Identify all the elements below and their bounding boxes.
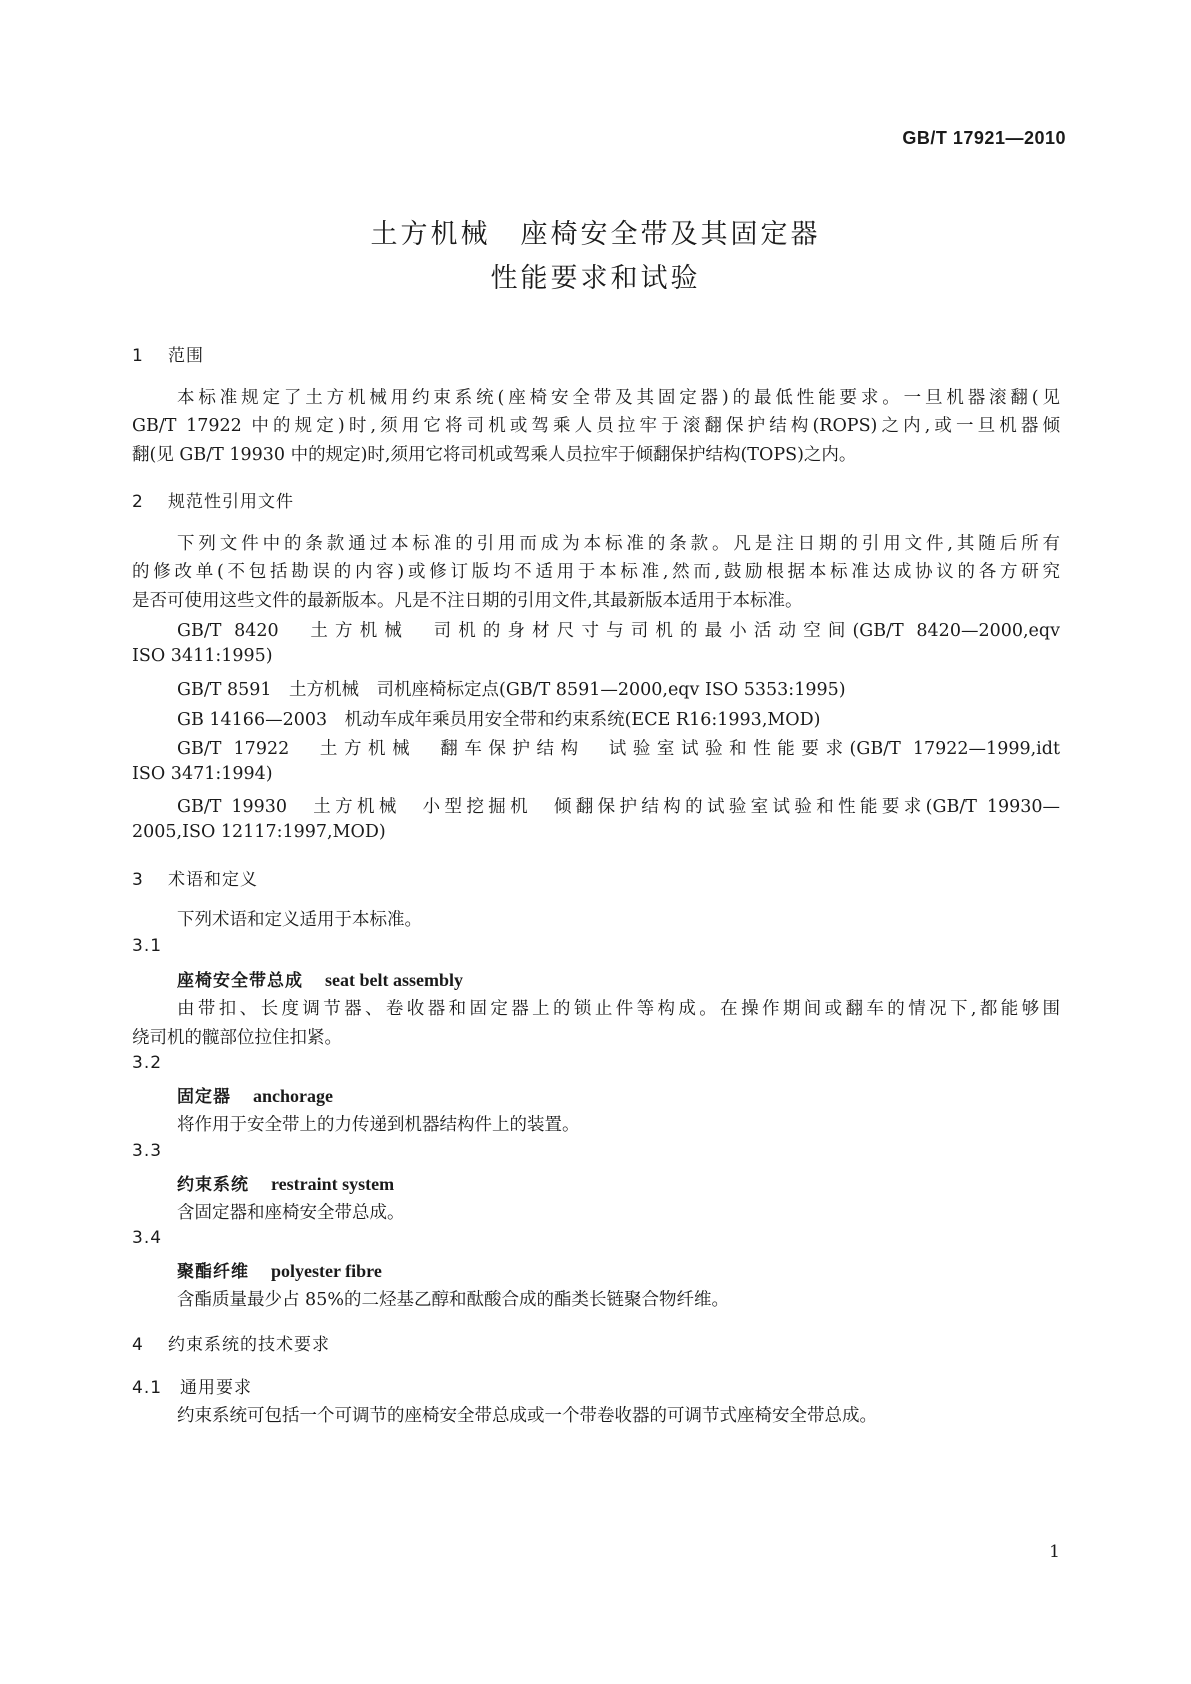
page-number: 1: [1049, 1542, 1060, 1562]
document-title-line2: 性能要求和试验: [490, 263, 701, 294]
reference-entry: GB/T 8420 土方机械 司机的身材尺寸与司机的最小活动空间(GB/T 8420—2000,eqv: [177, 621, 1060, 641]
paragraph-line: 下列文件中的条款通过本标准的引用而成为本标准的条款。凡是注日期的引用文件,其随后所有: [177, 534, 1060, 554]
reference-entry-continued: ISO 3411:1995): [132, 646, 273, 666]
document-title-line1: 土方机械 座椅安全带及其固定器: [370, 219, 821, 250]
reference-entry: GB/T 17922 土方机械 翻车保护结构 试验室试验和性能要求(GB/T 17922—1999,idt: [177, 739, 1060, 759]
section-title: 范围: [168, 346, 204, 366]
subsection-title: 通用要求: [180, 1378, 252, 1398]
reference-entry: GB/T 8591 土方机械 司机座椅标定点(GB/T 8591—2000,eqv ISO 5353:1995): [177, 680, 846, 700]
paragraph-line: 的修改单(不包括勘误的内容)或修订版均不适用于本标准,然而,鼓励根据本标准达成协议的各方研究: [132, 562, 1060, 582]
paragraph-line: GB/T 17922 中的规定)时,须用它将司机或驾乘人员拉牢于滚翻保护结构(ROPS)之内,或一旦机器倾: [132, 416, 1060, 436]
reference-entry-continued: ISO 3471:1994): [132, 764, 273, 784]
term-definition-continued: 绕司机的髋部位拉住扣紧。: [132, 1028, 342, 1048]
clause-number: 3.2: [132, 1053, 163, 1073]
reference-entry-continued: 2005,ISO 12117:1997,MOD): [132, 822, 386, 842]
term-definition: 将作用于安全带上的力传递到机器结构件上的装置。: [177, 1115, 580, 1135]
section-number: 4: [132, 1335, 144, 1355]
term-entry: [177, 1082, 333, 1107]
clause-number: 3.1: [132, 936, 163, 956]
section-number: 1: [132, 346, 144, 366]
section-heading-technical-requirements: [132, 1330, 330, 1355]
paragraph-line: 翻(见 GB/T 19930 中的规定)时,须用它将司机或驾乘人员拉牢于倾翻保护结构(TOPS)之内。: [132, 445, 857, 465]
standard-code: GB/T 17921—2010: [902, 128, 1066, 148]
reference-entry: GB 14166—2003 机动车成年乘员用安全带和约束系统(ECE R16:1993,MOD): [177, 710, 821, 730]
section-title: 规范性引用文件: [168, 492, 294, 512]
clause-number: 3.4: [132, 1228, 163, 1248]
term-entry: [177, 966, 463, 991]
term-english: polyester fibre: [271, 1261, 382, 1281]
term-chinese: 聚酯纤维: [177, 1262, 249, 1282]
paragraph-line: 是否可使用这些文件的最新版本。凡是不注日期的引用文件,其最新版本适用于本标准。: [132, 591, 803, 611]
subsection-number: 4.1: [132, 1378, 163, 1398]
section-heading-normative-references: [132, 487, 294, 512]
section-heading-terms: [132, 865, 258, 890]
term-entry: [177, 1170, 394, 1195]
term-definition: 含固定器和座椅安全带总成。: [177, 1203, 405, 1223]
term-english: seat belt assembly: [325, 970, 463, 990]
section-number: 3: [132, 870, 144, 890]
term-chinese: 座椅安全带总成: [177, 971, 303, 991]
reference-entry: GB/T 19930 土方机械 小型挖掘机 倾翻保护结构的试验室试验和性能要求(GB/T 19930—: [177, 797, 1060, 817]
paragraph-line: 约束系统可包括一个可调节的座椅安全带总成或一个带卷收器的可调节式座椅安全带总成。: [177, 1406, 877, 1426]
section-title: 约束系统的技术要求: [168, 1335, 330, 1355]
section-title: 术语和定义: [168, 870, 258, 890]
section-number: 2: [132, 492, 144, 512]
term-english: anchorage: [253, 1086, 333, 1106]
clause-number: 3.3: [132, 1141, 163, 1161]
term-definition: 由带扣、长度调节器、卷收器和固定器上的锁止件等构成。在操作期间或翻车的情况下,都能够围: [177, 999, 1060, 1019]
subsection-heading-general: [132, 1373, 252, 1398]
paragraph-line: 下列术语和定义适用于本标准。: [177, 910, 422, 930]
term-english: restraint system: [271, 1174, 395, 1194]
term-chinese: 约束系统: [177, 1175, 249, 1195]
section-heading-scope: [132, 341, 204, 366]
paragraph-line: 本标准规定了土方机械用约束系统(座椅安全带及其固定器)的最低性能要求。一旦机器滚翻(见: [177, 388, 1060, 408]
term-definition: 含酯质量最少占 85%的二烃基乙醇和酞酸合成的酯类长链聚合物纤维。: [177, 1290, 729, 1310]
term-chinese: 固定器: [177, 1087, 231, 1107]
term-entry: [177, 1257, 382, 1282]
